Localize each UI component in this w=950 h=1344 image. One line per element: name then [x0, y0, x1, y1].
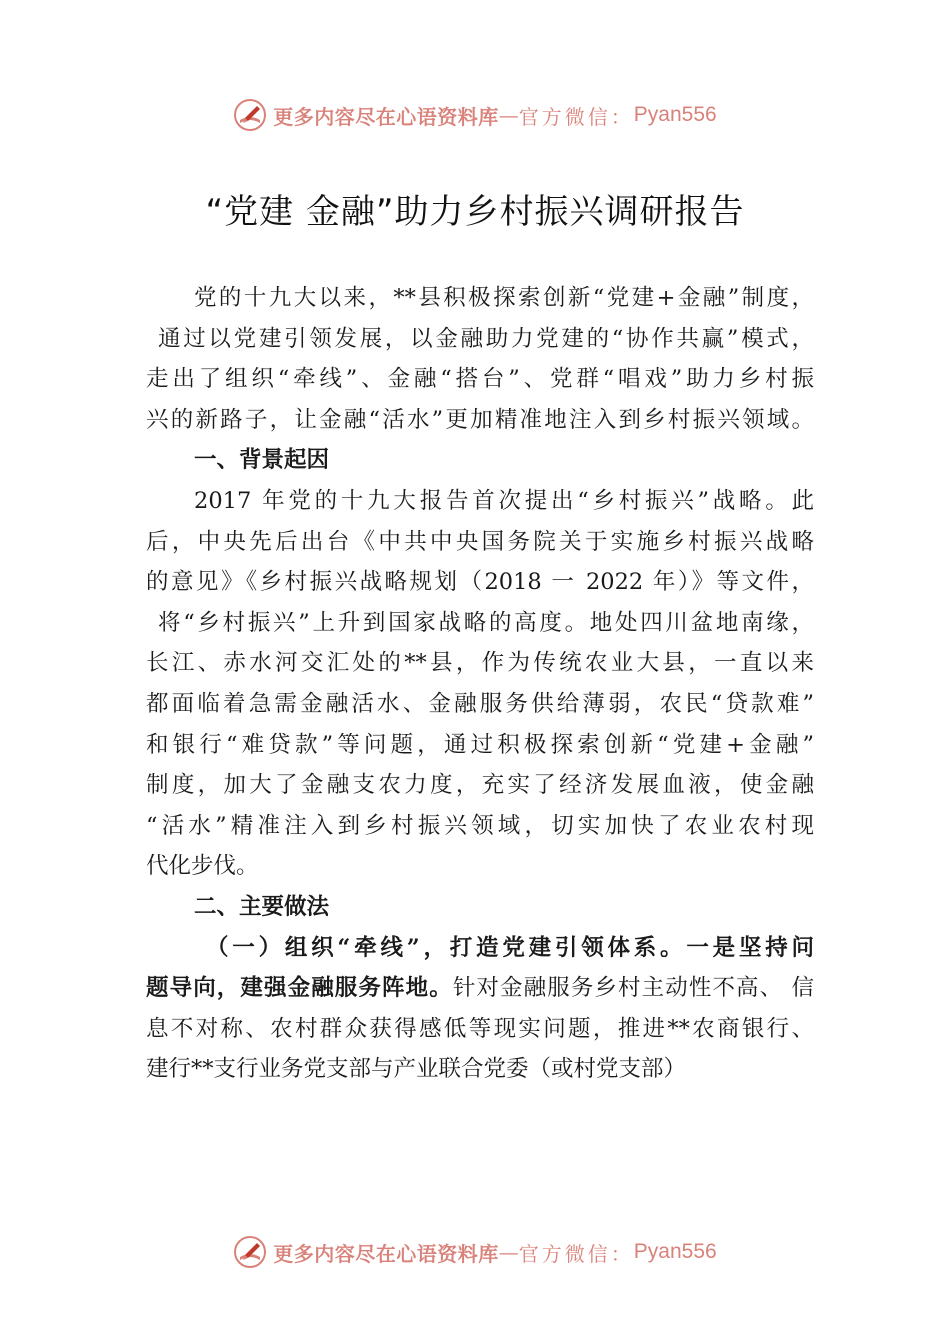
- watermark-id: Pyan556: [633, 103, 717, 126]
- paragraph-line: 走出了组织“牵线”、金融“搭台”、党群“唱戏”助力乡村振: [146, 366, 814, 393]
- bold-lead-text: 题导向，建强金融服务阵地。: [146, 975, 453, 1002]
- paragraph-line: 息不对称、农村群众获得感低等现实问题，推进**农商银行、: [146, 1015, 814, 1042]
- watermark-text: 更多内容尽在心语资料库: [273, 1241, 499, 1266]
- document-title: “党建 金融”助力乡村振兴调研报告: [205, 192, 745, 232]
- watermark-header: [0, 95, 950, 135]
- watermark-footer: [0, 1232, 950, 1272]
- section-heading-background: 一、背景起因: [194, 447, 330, 474]
- paragraph-line: 2017 年党的十九大报告首次提出“乡村振兴”战略。此: [194, 487, 814, 514]
- paragraph-line: 建行**支行业务党支部与产业联合党委（或村党支部）: [146, 1056, 687, 1083]
- paragraph-line: 都面临着急需金融活水、金融服务供给薄弱，农民“贷款难”: [146, 690, 814, 717]
- paragraph-line: [146, 968, 814, 1009]
- paragraph-line: 通过以党建引领发展，以金融助力党建的“协作共赢”模式，: [158, 325, 814, 352]
- watermark-dash: —: [498, 1240, 519, 1264]
- paragraph-text: 针对金融服务乡村主动性不高、 信: [452, 975, 814, 1002]
- paragraph-line: 和银行“难贷款”等问题，通过积极探索创新“党建+金融”: [146, 731, 814, 758]
- watermark-dash: —: [498, 103, 519, 127]
- section-heading-methods: 二、主要做法: [194, 893, 330, 920]
- watermark-official: 官方微信：: [518, 1241, 634, 1266]
- document-body: [146, 278, 814, 1090]
- paragraph-line: 后，中央先后出台《中共中央国务院关于实施乡村振兴战略: [146, 528, 814, 555]
- paragraph-line: 将“乡村振兴”上升到国家战略的高度。地处四川盆地南缘，: [158, 609, 814, 636]
- book-pen-logo-icon: [233, 98, 267, 132]
- watermark-id: Pyan556: [633, 1240, 717, 1263]
- paragraph-line: 代化步伐。: [146, 853, 259, 880]
- subsection-heading: （一）组织“牵线”，打造党建引领体系。一是坚持问: [206, 934, 814, 961]
- watermark-text: 更多内容尽在心语资料库: [273, 104, 499, 129]
- paragraph-line: 制度，加大了金融支农力度，充实了经济发展血液，使金融: [146, 772, 814, 799]
- paragraph-line: 的意见》《乡村振兴战略规划（2018 一 2022 年）》等文件，: [146, 569, 814, 596]
- paragraph-line: “活水”精准注入到乡村振兴领域，切实加快了农业农村现: [146, 812, 814, 839]
- paragraph-line: 长江、赤水河交汇处的**县，作为传统农业大县，一直以来: [146, 650, 814, 677]
- watermark-official: 官方微信：: [518, 104, 634, 129]
- paragraph-line: 党的十九大以来，**县积极探索创新“党建+金融”制度，: [194, 285, 814, 311]
- book-pen-logo-icon: [233, 1235, 267, 1269]
- paragraph-line: 兴的新路子，让金融“活水”更加精准地注入到乡村振兴领域。: [146, 406, 814, 433]
